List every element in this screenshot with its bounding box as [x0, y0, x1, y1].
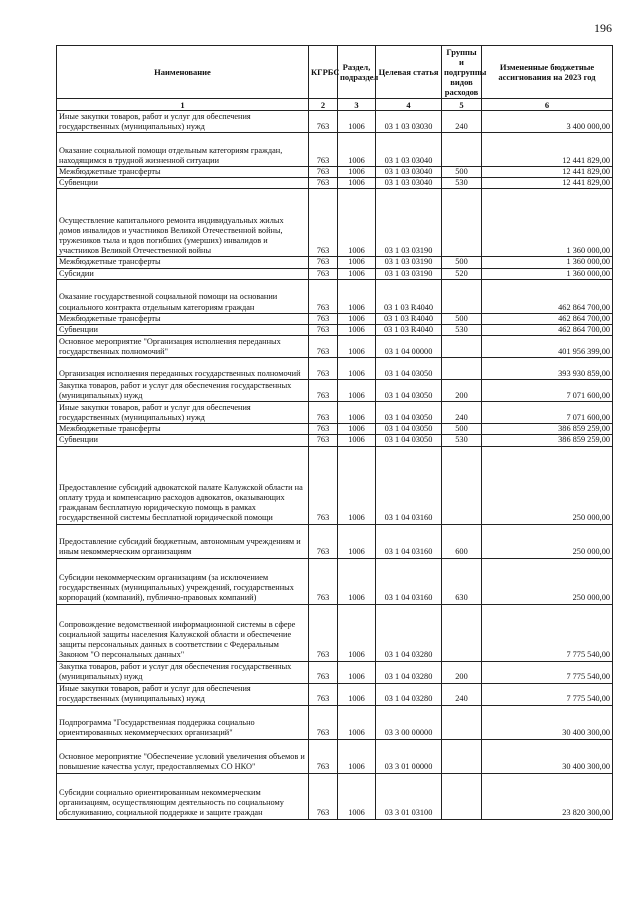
- row-kgrbs: 763: [309, 358, 338, 380]
- row-name: Предоставление субсидий бюджетным, автономным учреждениям и иным некоммерческим организациям: [57, 524, 309, 558]
- row-section: 1006: [338, 279, 376, 313]
- row-expense-group: [442, 604, 482, 661]
- row-name: Оказание социальной помощи отдельным категориям граждан, находящимся в трудной жизненной ситуации: [57, 133, 309, 167]
- row-amount: 250 000,00: [482, 558, 613, 604]
- row-expense-group: 530: [442, 325, 482, 336]
- row-amount: 1 360 000,00: [482, 257, 613, 268]
- row-kgrbs: 763: [309, 739, 338, 773]
- budget-table: [56, 45, 613, 820]
- row-name: Организация исполнения переданных государственных полномочий: [57, 358, 309, 380]
- table-row: [57, 558, 613, 604]
- row-amount: 386 859 259,00: [482, 435, 613, 446]
- row-amount: 250 000,00: [482, 524, 613, 558]
- column-number: 3: [338, 99, 376, 111]
- table-row: [57, 313, 613, 324]
- row-target-article: 03 3 01 00000: [376, 739, 442, 773]
- row-kgrbs: 763: [309, 257, 338, 268]
- row-expense-group: [442, 739, 482, 773]
- row-section: 1006: [338, 683, 376, 705]
- row-kgrbs: 763: [309, 773, 338, 819]
- row-target-article: 03 1 03 03040: [376, 133, 442, 167]
- table-row: [57, 424, 613, 435]
- row-target-article: 03 1 03 R4040: [376, 279, 442, 313]
- column-number: 6: [482, 99, 613, 111]
- row-expense-group: [442, 358, 482, 380]
- row-section: 1006: [338, 739, 376, 773]
- row-amount: 401 956 399,00: [482, 336, 613, 358]
- row-expense-group: [442, 773, 482, 819]
- row-kgrbs: 763: [309, 402, 338, 424]
- row-target-article: 03 1 03 03040: [376, 167, 442, 178]
- column-number: 2: [309, 99, 338, 111]
- row-target-article: 03 3 01 03100: [376, 773, 442, 819]
- row-amount: 23 820 300,00: [482, 773, 613, 819]
- row-kgrbs: 763: [309, 661, 338, 683]
- row-name: Межбюджетные трансферты: [57, 424, 309, 435]
- row-target-article: 03 1 03 R4040: [376, 325, 442, 336]
- row-expense-group: 200: [442, 661, 482, 683]
- table-row: [57, 435, 613, 446]
- row-expense-group: [442, 189, 482, 257]
- row-amount: 12 441 829,00: [482, 167, 613, 178]
- row-section: 1006: [338, 705, 376, 739]
- row-kgrbs: 763: [309, 313, 338, 324]
- row-expense-group: [442, 705, 482, 739]
- row-section: 1006: [338, 446, 376, 524]
- row-expense-group: [442, 279, 482, 313]
- row-name: Сопровождение ведомственной информационной системы в сфере социальной защиты населения Калужской области и обеспечение защиты персональных данных в соответствии с Федеральным Законом "О персональных данных": [57, 604, 309, 661]
- row-amount: 462 864 700,00: [482, 313, 613, 324]
- row-amount: 7 071 600,00: [482, 402, 613, 424]
- page-number: 196: [594, 21, 612, 35]
- row-target-article: 03 1 04 03050: [376, 424, 442, 435]
- table-row: [57, 336, 613, 358]
- row-expense-group: 530: [442, 435, 482, 446]
- row-target-article: 03 1 04 03050: [376, 380, 442, 402]
- column-number: 4: [376, 99, 442, 111]
- row-kgrbs: 763: [309, 336, 338, 358]
- row-target-article: 03 1 03 03040: [376, 178, 442, 189]
- row-section: 1006: [338, 358, 376, 380]
- table-row: [57, 111, 613, 133]
- row-kgrbs: 763: [309, 446, 338, 524]
- header-row: [57, 46, 613, 99]
- table-row: [57, 683, 613, 705]
- table-row: [57, 446, 613, 524]
- row-expense-group: 630: [442, 558, 482, 604]
- row-amount: 7 775 540,00: [482, 683, 613, 705]
- column-number: 5: [442, 99, 482, 111]
- table-body: [57, 111, 613, 820]
- row-section: 1006: [338, 604, 376, 661]
- row-target-article: 03 1 04 03160: [376, 446, 442, 524]
- row-kgrbs: 763: [309, 524, 338, 558]
- row-name: Основное мероприятие "Обеспечение условий увеличения объемов и повышение качества услуг, предоставляемых СО НКО": [57, 739, 309, 773]
- row-expense-group: 500: [442, 167, 482, 178]
- row-amount: 30 400 300,00: [482, 705, 613, 739]
- table-row: [57, 189, 613, 257]
- row-expense-group: [442, 133, 482, 167]
- header-name: Наименование: [57, 46, 309, 99]
- row-expense-group: 530: [442, 178, 482, 189]
- row-section: 1006: [338, 773, 376, 819]
- row-name: Субсидии социально ориентированным некоммерческим организациям, осуществляющим деятельность по социальному обслуживанию, социальной поддержке и защите граждан: [57, 773, 309, 819]
- row-expense-group: 500: [442, 424, 482, 435]
- column-number: 1: [57, 99, 309, 111]
- row-name: Субсидии: [57, 268, 309, 279]
- row-section: 1006: [338, 380, 376, 402]
- row-expense-group: 500: [442, 313, 482, 324]
- row-kgrbs: 763: [309, 111, 338, 133]
- row-amount: 462 864 700,00: [482, 279, 613, 313]
- row-kgrbs: 763: [309, 167, 338, 178]
- table-row: [57, 705, 613, 739]
- row-amount: 393 930 859,00: [482, 358, 613, 380]
- row-expense-group: [442, 336, 482, 358]
- row-name: Оказание государственной социальной помощи на основании социального контракта отдельным категориям граждан: [57, 279, 309, 313]
- row-expense-group: 240: [442, 111, 482, 133]
- row-target-article: 03 1 03 03030: [376, 111, 442, 133]
- row-kgrbs: 763: [309, 279, 338, 313]
- row-amount: 386 859 259,00: [482, 424, 613, 435]
- row-section: 1006: [338, 189, 376, 257]
- header-amount: Измененные бюджетные ассигнования на 2023 год: [482, 46, 613, 99]
- table-row: [57, 380, 613, 402]
- row-kgrbs: 763: [309, 189, 338, 257]
- row-kgrbs: 763: [309, 558, 338, 604]
- row-section: 1006: [338, 325, 376, 336]
- row-name: Предоставление субсидий адвокатской палате Калужской области на оплату труда и компенсацию расходов адвокатов, оказывающих гражданам бесплатную юридическую помощь в рамках государственной системы бесплатной юридической помощи: [57, 446, 309, 524]
- row-section: 1006: [338, 524, 376, 558]
- row-section: 1006: [338, 402, 376, 424]
- row-target-article: 03 1 04 03050: [376, 435, 442, 446]
- table-row: [57, 178, 613, 189]
- row-kgrbs: 763: [309, 178, 338, 189]
- table-row: [57, 167, 613, 178]
- row-section: 1006: [338, 268, 376, 279]
- row-target-article: 03 1 03 03190: [376, 268, 442, 279]
- row-target-article: 03 1 03 03190: [376, 257, 442, 268]
- row-expense-group: 200: [442, 380, 482, 402]
- row-amount: 7 775 540,00: [482, 604, 613, 661]
- row-expense-group: [442, 446, 482, 524]
- row-amount: 1 360 000,00: [482, 268, 613, 279]
- table-row: [57, 773, 613, 819]
- header-group: Группы и подгруппы видов расходов: [442, 46, 482, 99]
- row-section: 1006: [338, 558, 376, 604]
- row-name: Подпрограмма "Государственная поддержка социально ориентированных некоммерческих организаций": [57, 705, 309, 739]
- row-target-article: 03 1 04 00000: [376, 336, 442, 358]
- row-amount: 12 441 829,00: [482, 133, 613, 167]
- row-amount: 462 864 700,00: [482, 325, 613, 336]
- row-name: Закупка товаров, работ и услуг для обеспечения государственных (муниципальных) нужд: [57, 661, 309, 683]
- row-amount: 7 775 540,00: [482, 661, 613, 683]
- row-amount: 12 441 829,00: [482, 178, 613, 189]
- row-target-article: 03 1 03 03190: [376, 189, 442, 257]
- row-section: 1006: [338, 178, 376, 189]
- row-expense-group: 600: [442, 524, 482, 558]
- row-target-article: 03 1 04 03050: [376, 358, 442, 380]
- row-name: Иные закупки товаров, работ и услуг для обеспечения государственных (муниципальных) нужд: [57, 683, 309, 705]
- row-expense-group: 520: [442, 268, 482, 279]
- row-kgrbs: 763: [309, 604, 338, 661]
- row-target-article: 03 1 04 03280: [376, 661, 442, 683]
- row-target-article: 03 1 04 03280: [376, 683, 442, 705]
- row-name: Иные закупки товаров, работ и услуг для обеспечения государственных (муниципальных) нужд: [57, 111, 309, 133]
- row-target-article: 03 1 04 03160: [376, 558, 442, 604]
- table-row: [57, 402, 613, 424]
- row-kgrbs: 763: [309, 133, 338, 167]
- row-section: 1006: [338, 661, 376, 683]
- header-kgrbs: КГРБС: [309, 46, 338, 99]
- row-name: Основное мероприятие "Организация исполнения переданных государственных полномочий": [57, 336, 309, 358]
- table-row: [57, 739, 613, 773]
- row-section: 1006: [338, 336, 376, 358]
- row-name: Межбюджетные трансферты: [57, 257, 309, 268]
- row-section: 1006: [338, 133, 376, 167]
- row-name: Субвенции: [57, 325, 309, 336]
- table-row: [57, 524, 613, 558]
- header-section: Раздел, подраздел: [338, 46, 376, 99]
- table-row: [57, 358, 613, 380]
- row-target-article: 03 1 04 03050: [376, 402, 442, 424]
- row-target-article: 03 1 03 R4040: [376, 313, 442, 324]
- row-name: Субвенции: [57, 178, 309, 189]
- row-name: Иные закупки товаров, работ и услуг для обеспечения государственных (муниципальных) нужд: [57, 402, 309, 424]
- header-target: Целевая статья: [376, 46, 442, 99]
- row-target-article: 03 1 04 03280: [376, 604, 442, 661]
- row-name: Межбюджетные трансферты: [57, 167, 309, 178]
- row-kgrbs: 763: [309, 435, 338, 446]
- row-section: 1006: [338, 435, 376, 446]
- row-section: 1006: [338, 424, 376, 435]
- row-name: Осуществление капитального ремонта индивидуальных жилых домов инвалидов и участников Великой Отечественной войны, тружеников тыла и вдов погибших (умерших) инвалидов и участников Великой Отечественной войны: [57, 189, 309, 257]
- table-row: [57, 257, 613, 268]
- row-target-article: 03 3 00 00000: [376, 705, 442, 739]
- row-name: Субсидии некоммерческим организациям (за исключением государственных (муниципальных) учреждений, государственных корпораций (компаний), публично-правовых компаний): [57, 558, 309, 604]
- table-row: [57, 133, 613, 167]
- row-section: 1006: [338, 313, 376, 324]
- row-kgrbs: 763: [309, 380, 338, 402]
- table-row: [57, 268, 613, 279]
- row-amount: 250 000,00: [482, 446, 613, 524]
- row-kgrbs: 763: [309, 325, 338, 336]
- row-kgrbs: 763: [309, 424, 338, 435]
- row-name: Субвенции: [57, 435, 309, 446]
- row-amount: 7 071 600,00: [482, 380, 613, 402]
- row-section: 1006: [338, 167, 376, 178]
- row-name: Межбюджетные трансферты: [57, 313, 309, 324]
- row-expense-group: 500: [442, 257, 482, 268]
- row-amount: 1 360 000,00: [482, 189, 613, 257]
- row-kgrbs: 763: [309, 268, 338, 279]
- row-amount: 3 400 000,00: [482, 111, 613, 133]
- row-name: Закупка товаров, работ и услуг для обеспечения государственных (муниципальных) нужд: [57, 380, 309, 402]
- row-kgrbs: 763: [309, 705, 338, 739]
- table-row: [57, 279, 613, 313]
- table-row: [57, 661, 613, 683]
- row-section: 1006: [338, 257, 376, 268]
- row-expense-group: 240: [442, 402, 482, 424]
- row-expense-group: 240: [442, 683, 482, 705]
- table-row: [57, 325, 613, 336]
- row-amount: 30 400 300,00: [482, 739, 613, 773]
- row-target-article: 03 1 04 03160: [376, 524, 442, 558]
- row-kgrbs: 763: [309, 683, 338, 705]
- table-row: [57, 604, 613, 661]
- column-numbers-row: [57, 99, 613, 111]
- row-section: 1006: [338, 111, 376, 133]
